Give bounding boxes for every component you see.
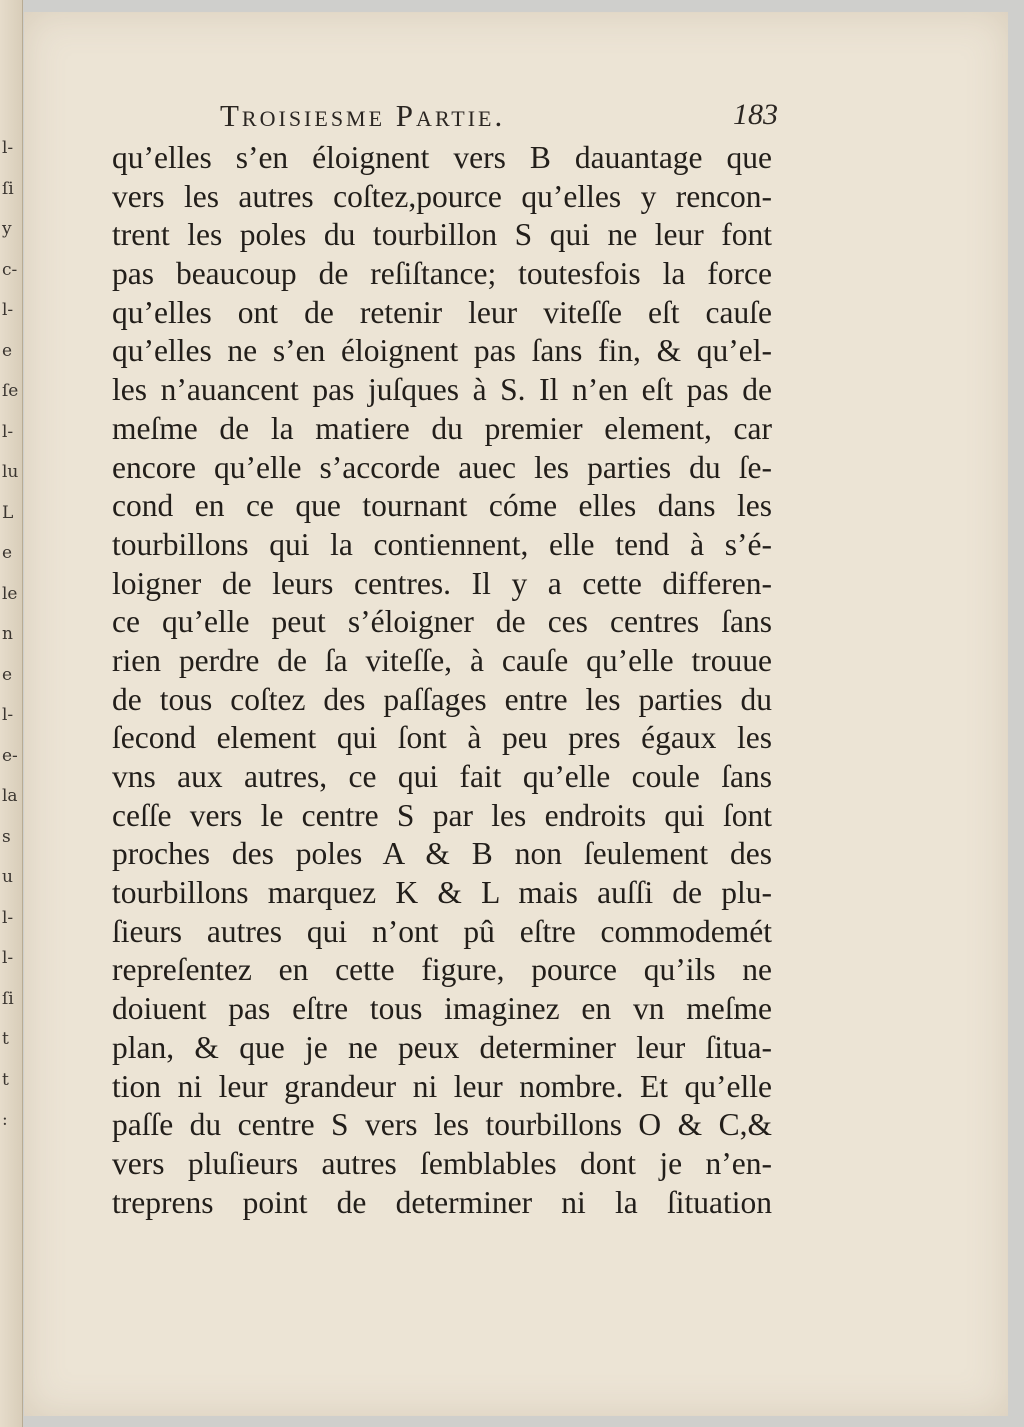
margin-fragment: l- [2,421,14,442]
margin-fragment: n [2,624,13,644]
margin-fragment: t [2,1069,9,1090]
margin-fragment: y [2,219,12,239]
adjacent-page-edge [0,0,23,1427]
text-line: vns aux autres, ce qui fait qu’elle coule ſans [112,759,772,794]
text-line: treprens point de determiner ni la ſituation [112,1184,772,1220]
margin-fragment: t [2,1029,9,1049]
margin-fragment: e [2,543,13,563]
text-line: ce qu’elle peut s’éloigner de ces centres ſans [112,604,772,640]
text-line: repreſentez en cette figure, pource qu’ils ne [112,952,772,988]
margin-fragment: ſi [2,988,14,1009]
page-header [220,98,820,138]
margin-fragment: e [2,664,13,685]
text-line: doiuent pas eſtre tous imaginez en vn meſme [112,991,772,1027]
margin-fragment: e [2,340,13,361]
text-line: tion ni leur grandeur ni leur nombre. Et qu’elle [112,1068,772,1104]
page-number: 183 [733,98,778,131]
margin-fragment: ſe [2,381,19,401]
running-title: Troisiesme Partie. [220,98,506,133]
margin-fragment: ſi [2,178,14,199]
text-line: plan, & que je ne peux determiner leur ſitua- [112,1029,772,1065]
text-line: cond en ce que tournant cóme elles dans les [112,488,772,524]
margin-fragment: lu [2,462,19,482]
book-page [24,12,1008,1416]
text-line: ſieurs autres qui n’ont pû eſtre commodemét [112,913,772,949]
text-line: vers pluſieurs autres ſemblables dont je n’en- [112,1145,772,1181]
margin-fragment: u [2,867,13,887]
text-line: meſme de la matiere du premier element, car [112,410,772,446]
margin-fragment: la [2,786,18,806]
text-line: qu’elles ont de retenir leur viteſſe eſt cauſe [112,294,772,330]
text-line: qu’elles s’en éloignent vers B dauantage que [112,140,772,175]
text-line: vers les autres coſtez,pource qu’elles y rencon- [112,178,772,214]
text-line: ceſſe vers le centre S par les endroits qui ſont [112,797,772,833]
margin-fragment: : [2,1110,8,1130]
text-line: trent les poles du tourbillon S qui ne leur font [112,217,772,253]
body-text [112,139,772,1222]
margin-fragment: l- [2,907,14,928]
text-line: encore qu’elle s’accorde auec les parties du ſe- [112,449,772,485]
text-line: paſſe du centre S vers les tourbillons O & C,& [112,1107,772,1143]
margin-fragment: le [2,583,18,604]
margin-fragment: l- [2,948,14,968]
text-line: tourbillons marquez K & L mais auſſi de plu- [112,875,772,911]
text-line: rien perdre de ſa viteſſe, à cauſe qu’elle trouue [112,642,772,678]
margin-fragment: e- [2,745,18,766]
text-line: proches des poles A & B non ſeulement des [112,836,772,872]
text-line: ſecond element qui ſont à peu pres égaux les [112,720,772,756]
text-line: les n’auancent pas juſques à S. Il n’en eſt pas de [112,372,772,408]
margin-fragment: l- [2,300,14,320]
margin-fragment: l- [2,705,14,725]
text-line: qu’elles ne s’en éloignent pas ſans fin, & qu’el- [112,333,772,369]
margin-fragment: L [2,502,14,523]
margin-fragment: s [2,826,11,847]
text-line: loigner de leurs centres. Il y a cette differen- [112,565,772,601]
margin-fragment: l- [2,138,14,158]
text-line: pas beaucoup de reſiſtance; toutesfois la force [112,256,772,292]
margin-fragment: c- [2,259,18,280]
text-line: de tous coſtez des paſſages entre les parties du [112,681,772,717]
text-line: tourbillons qui la contiennent, elle tend à s’é- [112,526,772,562]
